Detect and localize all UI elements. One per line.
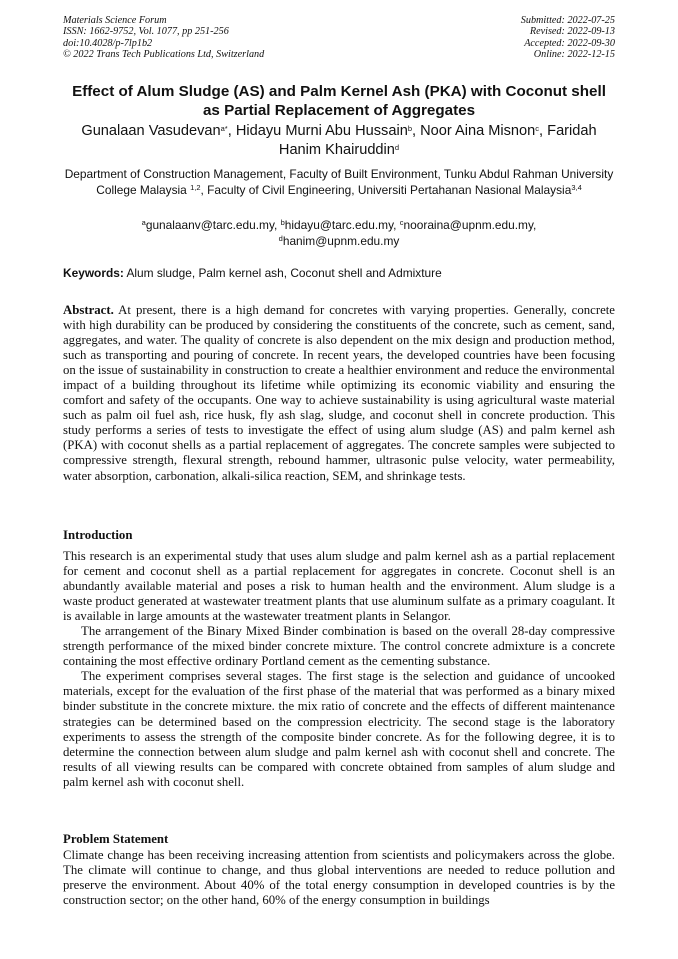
accepted-date: Accepted: 2022-09-30	[524, 37, 615, 49]
author-emails	[63, 218, 615, 249]
affiliation: Department of Construction Management, Faculty of Built Environment, Tunku Abdul Rahman University College Malaysia $^{1,2}$, Faculty of Civil Engineering, Universiti Pertahanan Nasional Malaysia$^{3,4}$	[64, 167, 614, 197]
issn-volume: ISSN: 1662-9752, Vol. 1077, pp 251-256	[63, 26, 229, 38]
author: Gunalaan Vasudevan$^{a*}$,	[81, 123, 236, 139]
journal-info	[63, 15, 264, 61]
problem-statement-heading: Problem Statement	[63, 832, 169, 846]
author: Noor Aina Misnon$^c$,	[420, 123, 548, 139]
revised-date: Revised: 2022-09-13	[529, 26, 615, 38]
paragraph: The experiment comprises several stages. The first stage is the selection and guidance of uncooked materials, except for the evaluation of the first phase of the material that was performed as a binary mixed binder substitute in the concrete mixture. the mix ratio of concrete and the effects of different maintenance strategies can be determined based on the compression electricity. The second stage is the laboratory experiments to assess the strength of the composite binder concrete. As for the following degree, it is to determine the connection between alum sludge and palm kernel ash with coconut shell and concrete. The results of all viewing results can be compared with concrete obtained from samples of alum sludge and palm kernel ash with coconut shell.	[63, 669, 615, 789]
submitted-date: Submitted: 2022-07-25	[520, 15, 615, 26]
email: $^a$gunalaanv@tarc.edu.my,	[141, 218, 281, 232]
abstract-label: Abstract.	[63, 303, 114, 317]
keywords-label: Keywords:	[63, 266, 124, 280]
introduction-heading: Introduction	[63, 528, 133, 542]
paragraph: The arrangement of the Binary Mixed Binder combination is based on the overall 28-day compressive strength performance of the mixed binder concrete mixture. The control concrete admixture is a concrete containing the most effective ordinary Portland cement as the cementing substance.	[63, 624, 615, 669]
email: $^c$nooraina@upnm.edu.my,	[399, 218, 537, 232]
keywords-text: Alum sludge, Palm kernel ash, Coconut shell and Admixture	[123, 266, 442, 280]
abstract-text: At present, there is a high demand for concretes with varying properties. Generally, concrete with high durability can be produced by considering the constituents of the concrete, such as cement, sand, aggregates, and water. The quality of concrete is also dependent on the mix design and production method, such as transporting and pouring of concrete. In recent years, the developed countries have been focusing on the issue of sustainability in construction to create a healthier environment and reduce the environmental impact of a building throughout its lifetime while optimizing its economic viability and ensuring the comfort and safety of the occupants. One way to achieve sustainability is using agricultural waste material such as palm oil fuel ash, rice husk, fly ash slag, sludge, and coconut shell in concrete production. This study performs a series of tests to investigate the effect of using alum sludge (AS) and palm kernel ash (PKA) with coconut shells as a partial replacement of aggregates. The concrete samples were subjected to compressive strength, flexural strength, rebound hammer, ultrasonic pulse velocity, water permeability, water absorption, carbonation, alkali-silica reaction, SEM, and shrinkage tests.	[63, 303, 615, 483]
abstract	[63, 303, 615, 484]
copyright: © 2022 Trans Tech Publications Ltd, Switzerland	[63, 49, 265, 61]
online-date: Online: 2022-12-15	[533, 49, 615, 61]
journal-name: Materials Science Forum	[63, 15, 167, 26]
author: Hidayu Murni Abu Hussain$^b$,	[235, 123, 421, 139]
email: $^b$hidayu@tarc.edu.my,	[280, 218, 400, 232]
submission-dates	[521, 15, 615, 61]
author-list	[63, 122, 615, 160]
doi: doi:10.4028/p-7lp1b2	[63, 37, 153, 49]
paper-title: Effect of Alum Sludge (AS) and Palm Kernel Ash (PKA) with Coconut shell as Partial Replacement of Aggregates	[72, 83, 606, 119]
author: Faridah Hanim Khairuddin$^d$	[278, 123, 597, 158]
introduction-body	[63, 549, 615, 790]
keywords	[63, 266, 615, 281]
paragraph: This research is an experimental study that uses alum sludge and palm kernel ash as a partial replacement for cement and coconut shell as a partial replacement for aggregates in concrete. Coconut shell is an abundantly available material and poses a risk to human health and the environment. Alum sludge is a waste product generated at wastewater treatment plants that use aluminum sulfate as a primary coagulant. It is available in large amounts at the wastewater treatment plants in Selangor.	[63, 549, 615, 624]
email: $^d$hanim@upnm.edu.my	[278, 233, 400, 248]
problem-statement-text: Climate change has been receiving increasing attention from scientists and policymakers across the globe. The climate will continue to change, and thus global interventions are needed to reduce pollution and preserve the environment. About 40% of the total energy consumption in developed countries is by the construction sector; on the other hand, 60% of the energy consumption in buildings	[63, 848, 615, 908]
